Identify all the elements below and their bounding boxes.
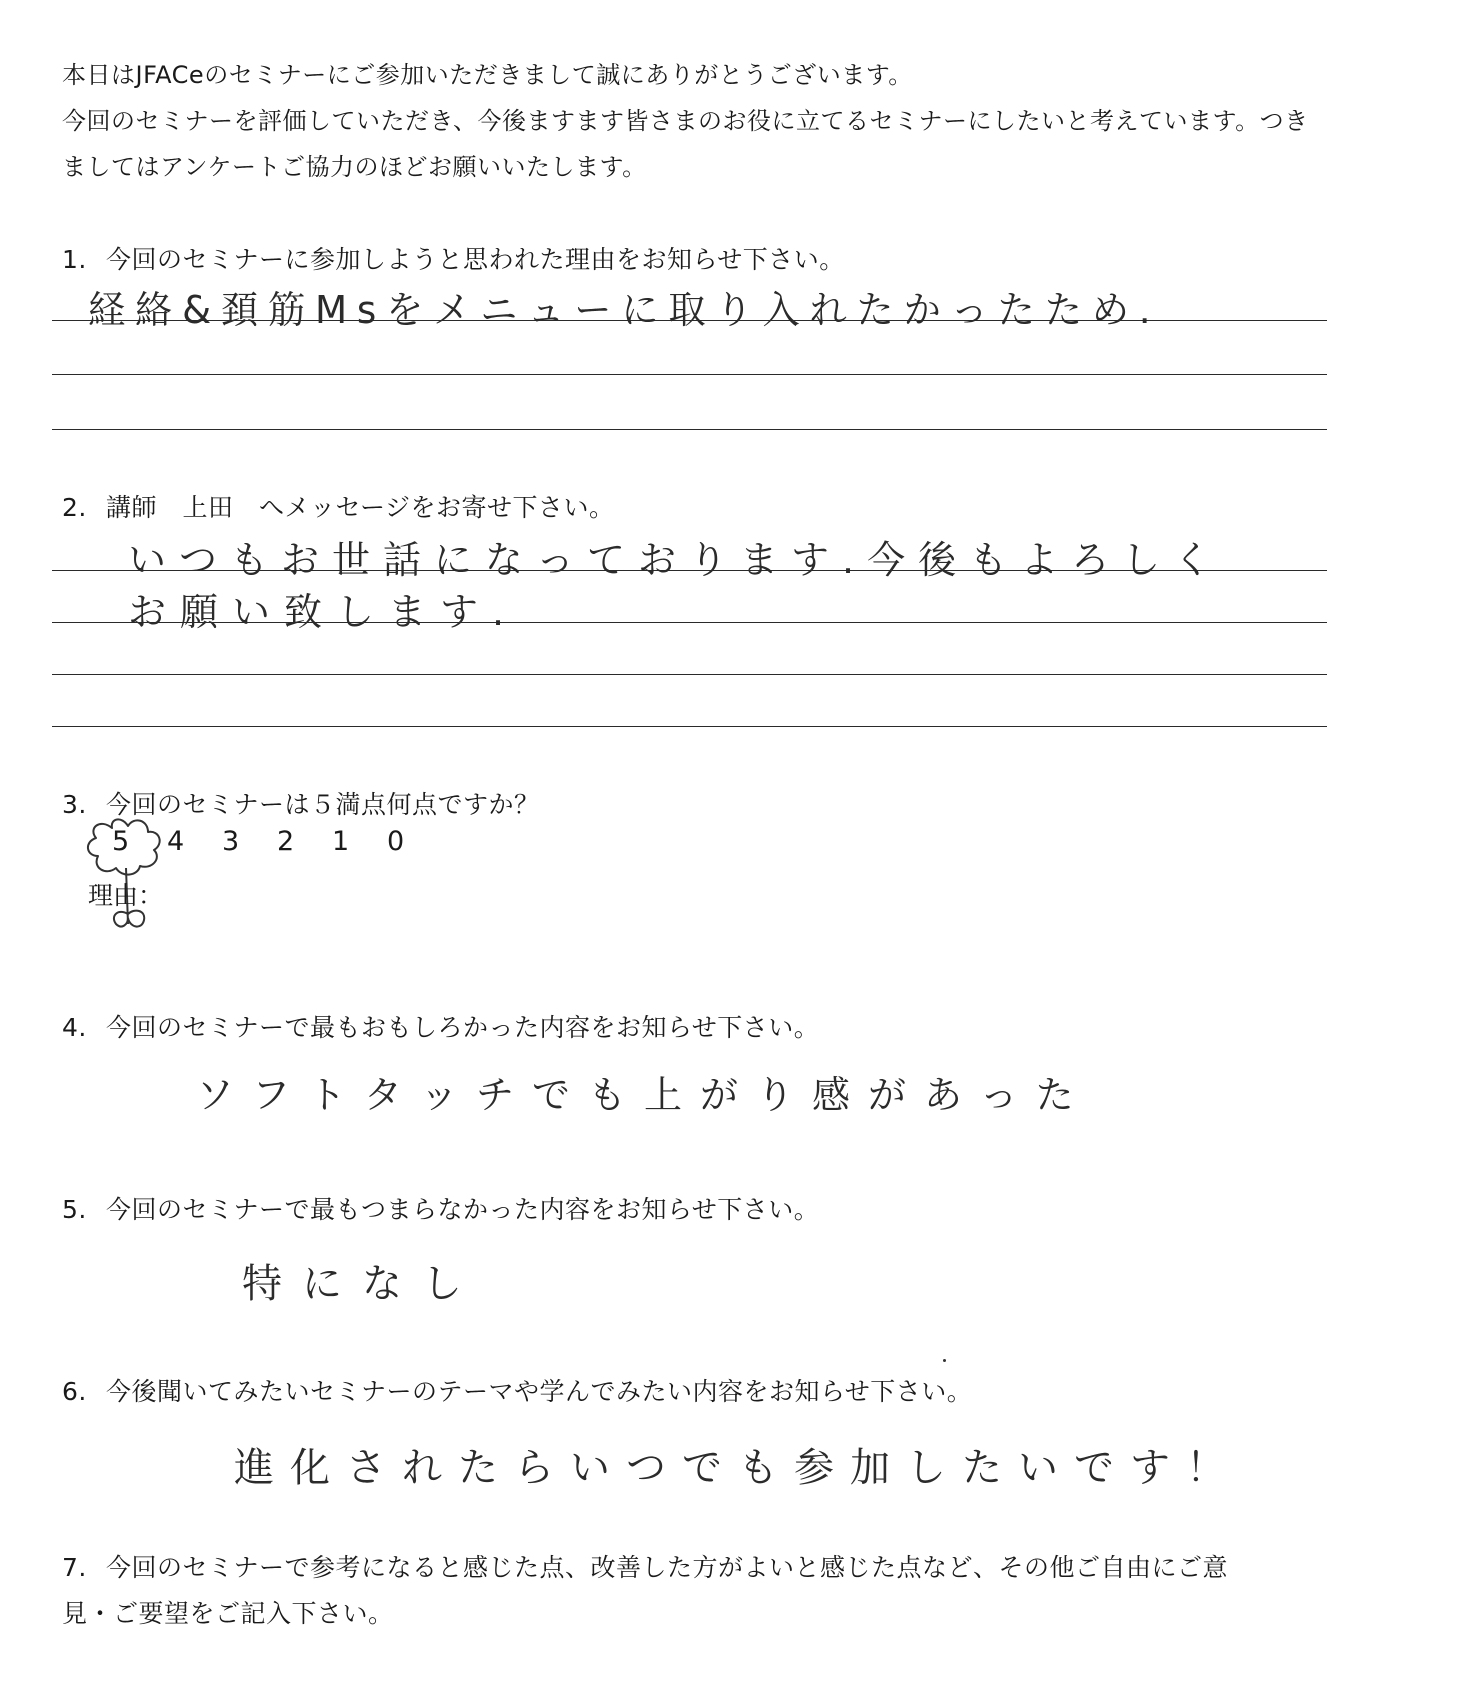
answer-line [52,429,1327,430]
question-text: 講師 上田 へメッセージをお寄せ下さい。 [106,493,615,522]
question-7 [62,1548,1228,1584]
question-number: 3. [62,790,87,819]
rating-option-3[interactable]: 3 [222,826,240,857]
question-2 [62,488,615,524]
question-number: 5. [62,1195,87,1224]
question-5 [62,1190,819,1226]
intro-line-3: ましてはアンケートご協力のほどお願いいたします。 [62,153,647,181]
answer-line [52,622,1327,623]
answer-6-handwriting: 進化されたらいつでも参加したいです！ [234,1445,1242,1491]
question-text: 今回のセミナーに参加しようと思われた理由をお知らせ下さい。 [106,245,845,274]
question-number: 1. [62,245,87,274]
question-number: 6. [62,1377,87,1406]
answer-2-handwriting-line-1: いつもお世話になっております.今後もよろしく [128,538,1225,582]
question-text: 今回のセミナーで参考になると感じた点、改善した方がよいと感じた点など、その他ご自由にご意 [106,1553,1229,1582]
answer-line [52,726,1327,727]
question-text: 今回のセミナーは５満点何点ですか？ [106,790,540,819]
question-text: 見・ご要望をご記入下さい。 [62,1599,394,1628]
question-6 [62,1372,972,1408]
rating-option-5[interactable]: 5 [112,826,130,857]
rating-option-0[interactable]: 0 [387,826,405,857]
answer-5-handwriting: 特になし [242,1261,482,1307]
reason-label: 理由： [88,881,164,910]
question-1 [62,240,845,276]
question-text: 今後聞いてみたいセミナーのテーマや学んでみたい内容をお知らせ下さい。 [106,1377,973,1406]
question-7-continued [62,1594,394,1630]
answer-4-handwriting: ソフトタッチでも上がり感があった [196,1073,1092,1117]
answer-line [52,570,1327,571]
question-text: 今回のセミナーで最もおもしろかった内容をお知らせ下さい。 [106,1013,820,1042]
question-number: 7. [62,1553,87,1582]
answer-line [52,320,1327,321]
answer-line [52,374,1327,375]
rating-option-1[interactable]: 1 [332,826,350,857]
answer-1-handwriting: 経絡&頚筋Msをメニューに取り入れたかったため. [88,288,1161,332]
stray-mark [943,1359,946,1362]
question-number: 2. [62,493,87,522]
answer-line [52,674,1327,675]
question-number: 4. [62,1013,87,1042]
intro-line-2: 今回のセミナーを評価していただき、今後ますます皆さまのお役に立てるセミナーにしたいと考えています。つき [62,107,1309,135]
rating-scale [112,826,442,857]
intro-line-1: 本日はJFACeのセミナーにご参加いただきまして誠にありがとうございます。 [62,61,913,89]
question-4 [62,1008,819,1044]
intro-text [62,52,1309,190]
question-text: 今回のセミナーで最もつまらなかった内容をお知らせ下さい。 [106,1195,820,1224]
answer-2-handwriting-line-2: お願い致します. [128,590,519,634]
rating-option-2[interactable]: 2 [277,826,295,857]
rating-option-4[interactable]: 4 [167,826,185,857]
